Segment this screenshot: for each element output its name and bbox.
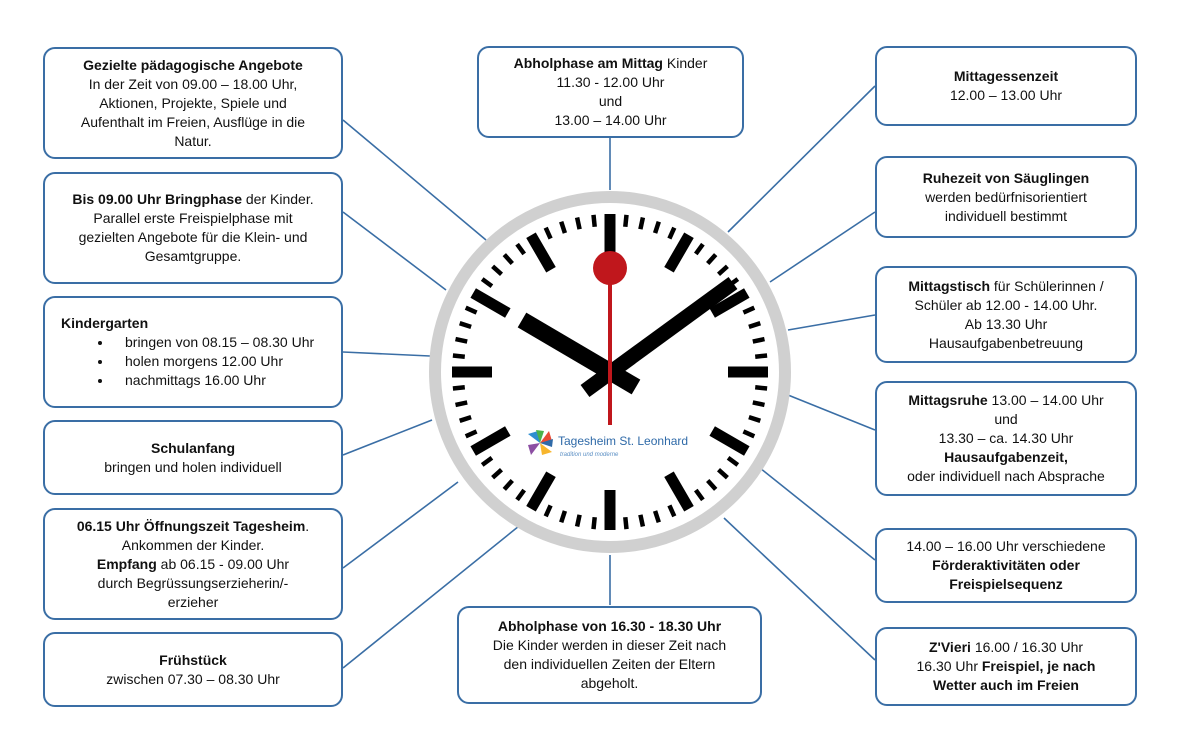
foerder-bold2: Förderaktivitäten oder [932, 557, 1080, 573]
clock-minute-tick [577, 218, 580, 230]
gezielte-title: Gezielte pädagogische Angebote [83, 56, 303, 73]
bringphase-line2: Parallel erste Freispielphase mit [93, 210, 293, 226]
clock-minute-tick [753, 339, 765, 342]
oeffnung-rest: . [305, 517, 310, 534]
clock-minute-tick [456, 339, 468, 342]
mittagstisch-rest: für Schülerinnen / [990, 277, 1104, 294]
zvieri-rest: 16.00 / 16.30 Uhr [970, 639, 1084, 655]
abend-abhol-title: Abholphase von 16.30 - 18.30 Uhr [497, 618, 722, 634]
gezielte-line4: Natur. [174, 132, 212, 149]
zvieri-bold: Z'Vieri [928, 639, 971, 655]
box-schulanfang [43, 420, 343, 495]
gezielte-line1: In der Zeit von 09.00 – 18.00 Uhr, [88, 75, 298, 92]
box-mittagsruhe [875, 381, 1137, 496]
clock-minute-tick [640, 515, 643, 527]
clock-minute-tick [456, 402, 468, 405]
bringphase-line3: gezielten Angebote für die Klein- und [78, 229, 308, 245]
clock-minute-tick [640, 218, 643, 230]
clock-minute-tick [453, 387, 465, 388]
box-abholphase-mittag [477, 46, 744, 138]
abend-abhol-line4: abgeholt. [580, 675, 639, 691]
gezielte-line2: Aktionen, Projekte, Spiele und [99, 94, 287, 111]
clock-minute-tick [625, 517, 626, 529]
logo-tagline: tradition und moderne [560, 452, 619, 458]
oeffnung-bold2: Empfang [96, 555, 157, 572]
kindergarten-list [61, 333, 331, 390]
clock-minute-tick [625, 215, 626, 227]
mittag-abhol-line2: 11.30 - 12.00 Uhr [556, 74, 665, 90]
clock-minute-tick [755, 387, 767, 388]
bringphase-line4: Gesamtgruppe. [144, 248, 242, 264]
zvieri-bold3: Wetter auch im Freien [932, 677, 1079, 693]
oeffnung-line4: durch Begrüssungserzieherin/- [97, 574, 289, 591]
clock-minute-tick [577, 515, 580, 527]
ruhezeit-line2: individuell bestimmt [944, 207, 1068, 224]
zvieri-bold2: Freispiel, je nach [981, 658, 1096, 674]
schulanfang-title: Schulanfang [150, 439, 235, 456]
mittag-abhol-rest: Kinder [663, 55, 708, 71]
logo-name: Tagesheim St. Leonhard [558, 434, 689, 448]
box-mittagstisch [875, 266, 1137, 363]
abend-abhol-line3: den individuellen Zeiten der Eltern [503, 656, 716, 672]
list-item: • holen morgens 12.00 Uhr [113, 352, 331, 371]
mittagsruhe-rest: 13.00 – 14.00 Uhr [987, 392, 1104, 408]
box-bringphase [43, 172, 343, 284]
clock-minute-tick [453, 356, 465, 357]
clock-second-hand-dot [593, 251, 627, 285]
clock-minute-tick [753, 402, 765, 405]
mittagsruhe-bold4: Hausaufgabenzeit, [944, 449, 1068, 465]
mittagstisch-line4: Hausaufgabenbetreuung [928, 334, 1084, 351]
fruehstueck-title: Frühstück [159, 651, 227, 668]
bringphase-rest: der Kinder. [242, 191, 314, 207]
zvieri-plain2: 16.30 Uhr [916, 658, 982, 674]
kindergarten-title: Kindergarten [61, 315, 149, 331]
clock-minute-tick [755, 356, 767, 357]
mittagsruhe-line5: oder individuell nach Absprache [907, 468, 1105, 484]
mittagstisch-line2: Schüler ab 12.00 - 14.00 Uhr. [914, 296, 1098, 313]
ruhezeit-title: Ruhezeit von Säuglingen [922, 169, 1090, 186]
foerder-bold3: Freispielsequenz [949, 576, 1063, 592]
box-oeffnungszeit [43, 508, 343, 620]
bringphase-bold: Bis 09.00 Uhr Bringphase [72, 191, 242, 207]
clock-minute-tick [594, 215, 595, 227]
clock-minute-tick [594, 517, 595, 529]
mittag-abhol-bold: Abholphase am Mittag [513, 55, 663, 71]
mittagstisch-line3: Ab 13.30 Uhr [964, 315, 1048, 332]
mittagsruhe-bold: Mittagsruhe [908, 392, 988, 408]
foerder-line1: 14.00 – 16.00 Uhr verschiedene [906, 538, 1106, 554]
list-item: • bringen von 08.15 – 08.30 Uhr [113, 333, 331, 352]
box-abholphase-abend [457, 606, 762, 704]
abend-abhol-line2: Die Kinder werden in dieser Zeit nach [492, 637, 727, 653]
box-zvieri [875, 627, 1137, 706]
box-foerderaktivitaeten [875, 528, 1137, 603]
mittagsruhe-line2: und [994, 411, 1018, 427]
oeffnung-bold: 06.15 Uhr Öffnungszeit Tagesheim [76, 517, 306, 534]
oeffnung-rest2: ab 06.15 - 09.00 Uhr [156, 555, 290, 572]
mittagsruhe-line3: 13.30 – ca. 14.30 Uhr [938, 430, 1074, 446]
box-fruehstueck [43, 632, 343, 707]
fruehstueck-line1: zwischen 07.30 – 08.30 Uhr [106, 670, 280, 687]
schulanfang-line1: bringen und holen individuell [104, 458, 282, 475]
box-kindergarten [43, 296, 343, 408]
box-mittagessenzeit [875, 46, 1137, 126]
box-ruhezeit [875, 156, 1137, 238]
box-gezielte-angebote [43, 47, 343, 159]
oeffnung-line5: erzieher [167, 593, 219, 610]
mittag-abhol-line3: und [598, 93, 623, 109]
oeffnung-line2: Ankommen der Kinder. [121, 536, 265, 553]
mittagessen-line1: 12.00 – 13.00 Uhr [949, 87, 1063, 103]
gezielte-line3: Aufenthalt im Freien, Ausflüge in die [80, 113, 306, 130]
mittag-abhol-line4: 13.00 – 14.00 Uhr [554, 112, 667, 128]
mittagessen-title: Mittagessenzeit [953, 68, 1059, 84]
ruhezeit-line1: werden bedürfnisorientiert [925, 188, 1087, 205]
list-item: • nachmittags 16.00 Uhr [113, 371, 331, 390]
mittagstisch-bold: Mittagstisch [908, 277, 991, 294]
